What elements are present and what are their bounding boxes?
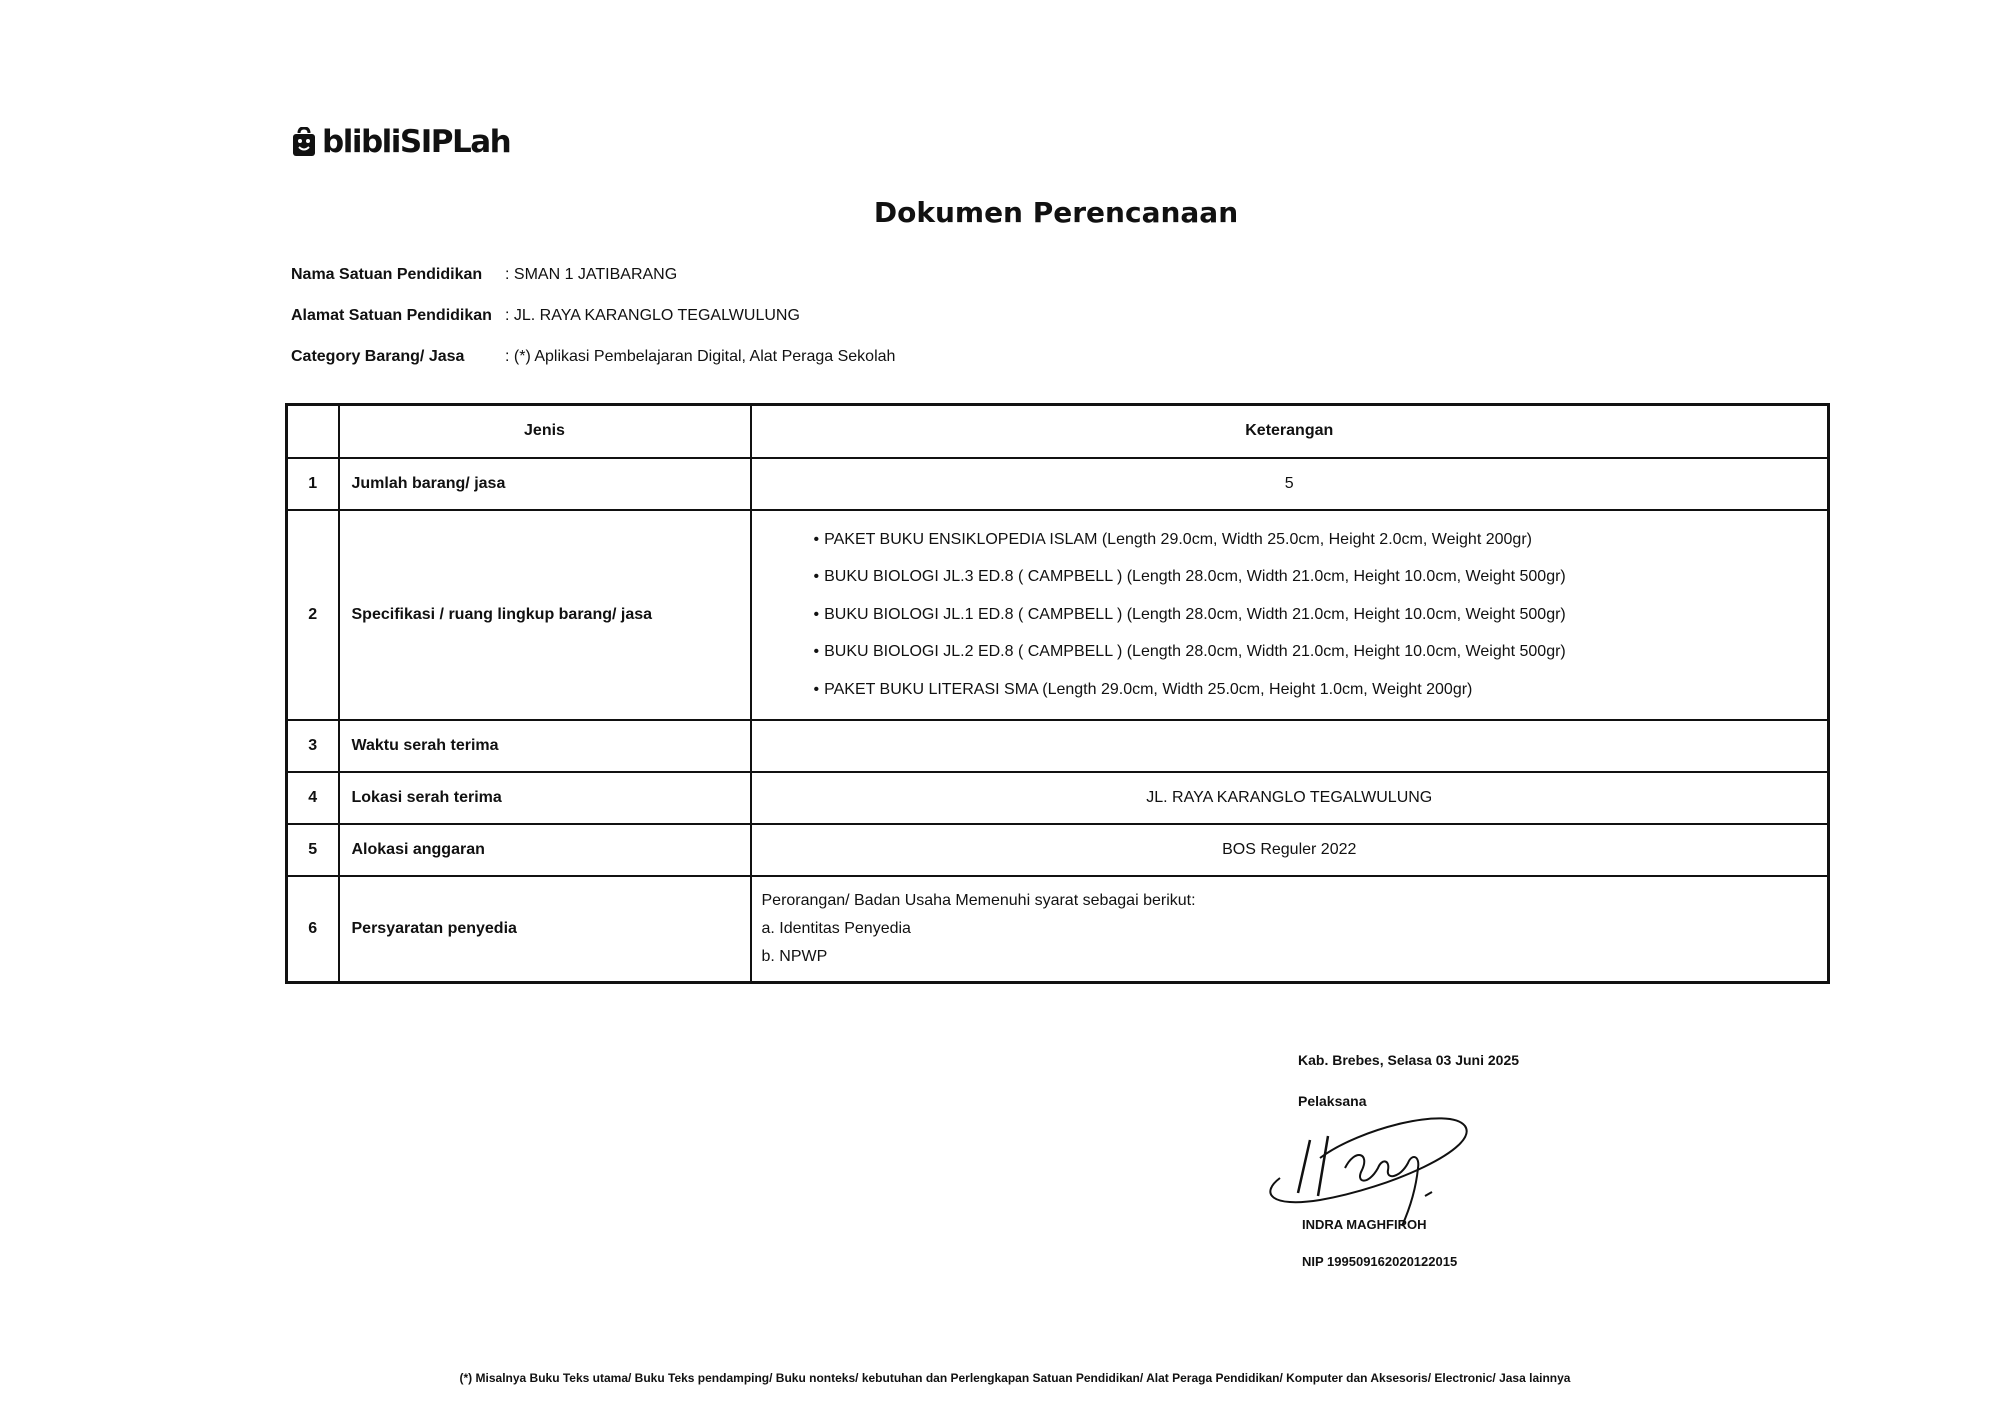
list-item: • PAKET BUKU LITERASI SMA (Length 29.0cm, Width 25.0cm, Height 1.0cm, Weight 200gr) — [814, 671, 1828, 709]
row-jenis: Waktu serah terima — [339, 720, 751, 772]
document-title: Dokumen Perencanaan — [873, 196, 1239, 229]
table-row — [287, 772, 1829, 824]
row-number: 6 — [287, 876, 339, 983]
footnote: (*) Misalnya Buku Teks utama/ Buku Teks pendamping/ Buku nonteks/ kebutuhan dan Perlengkapan Satuan Pendidikan/ Alat Peraga Pendidikan/ Komputer dan Aksesoris/ Electronic/ Jasa lainnya — [459, 1371, 1571, 1385]
row-keterangan — [751, 720, 1829, 772]
row-jenis: Lokasi serah terima — [339, 772, 751, 824]
meta-label: Category Barang/ Jasa — [291, 348, 465, 365]
planning-table — [285, 403, 1830, 984]
table-row — [287, 458, 1829, 510]
row-jenis: Persyaratan penyedia — [339, 876, 751, 983]
place-date: Kab. Brebes, Selasa 03 Juni 2025 — [1298, 1052, 1520, 1068]
requirement-line: b. NPWP — [761, 947, 828, 965]
requirements-block — [752, 887, 1828, 971]
row-keterangan: BOS Reguler 2022 — [751, 824, 1829, 876]
list-item: • BUKU BIOLOGI JL.3 ED.8 ( CAMPBELL ) (Length 28.0cm, Width 21.0cm, Height 10.0cm, Weight 500gr) — [814, 558, 1828, 596]
table-row — [287, 510, 1829, 720]
header-jenis: Jenis — [339, 405, 751, 458]
meta-school-name — [291, 266, 677, 284]
meta-label: Nama Satuan Pendidikan — [291, 266, 483, 283]
logo-wordmark: blibliSIPLah — [322, 124, 511, 160]
signer-name: INDRA MAGHFIROH — [1302, 1217, 1427, 1232]
row-jenis: Specifikasi / ruang lingkup barang/ jasa — [339, 510, 751, 720]
row-number: 4 — [287, 772, 339, 824]
signer-role: Pelaksana — [1298, 1093, 1367, 1109]
meta-value: : JL. RAYA KARANGLO TEGALWULUNG — [505, 307, 800, 324]
table-row — [287, 720, 1829, 772]
row-keterangan — [751, 876, 1829, 983]
row-number: 1 — [287, 458, 339, 510]
header-number — [287, 405, 339, 458]
meta-school-address — [291, 307, 800, 325]
requirement-line: Perorangan/ Badan Usaha Memenuhi syarat sebagai berikut: — [761, 891, 1196, 909]
signer-nip: NIP 199509162020122015 — [1302, 1254, 1458, 1269]
row-number: 3 — [287, 720, 339, 772]
row-keterangan: 5 — [751, 458, 1829, 510]
table-header-row — [287, 405, 1829, 458]
list-item: • BUKU BIOLOGI JL.1 ED.8 ( CAMPBELL ) (Length 28.0cm, Width 21.0cm, Height 10.0cm, Weight 500gr) — [814, 596, 1828, 634]
row-number: 5 — [287, 824, 339, 876]
spec-list — [752, 521, 1828, 709]
table-row — [287, 824, 1829, 876]
meta-label: Alamat Satuan Pendidikan — [291, 307, 492, 324]
row-number: 2 — [287, 510, 339, 720]
brand-logo — [292, 124, 510, 160]
row-keterangan — [751, 510, 1829, 720]
table-row — [287, 876, 1829, 983]
requirement-line: a. Identitas Penyedia — [761, 919, 911, 937]
list-item: • BUKU BIOLOGI JL.2 ED.8 ( CAMPBELL ) (Length 28.0cm, Width 21.0cm, Height 10.0cm, Weight 500gr) — [814, 633, 1828, 671]
row-jenis: Jumlah barang/ jasa — [339, 458, 751, 510]
shopping-bag-icon — [292, 127, 316, 157]
header-keterangan: Keterangan — [751, 405, 1829, 458]
meta-value: : SMAN 1 JATIBARANG — [505, 266, 678, 283]
list-item: • PAKET BUKU ENSIKLOPEDIA ISLAM (Length 29.0cm, Width 25.0cm, Height 2.0cm, Weight 200gr) — [814, 521, 1828, 559]
meta-value: : (*) Aplikasi Pembelajaran Digital, Alat Peraga Sekolah — [505, 348, 896, 365]
row-keterangan: JL. RAYA KARANGLO TEGALWULUNG — [751, 772, 1829, 824]
meta-category — [291, 348, 895, 366]
row-jenis: Alokasi anggaran — [339, 824, 751, 876]
